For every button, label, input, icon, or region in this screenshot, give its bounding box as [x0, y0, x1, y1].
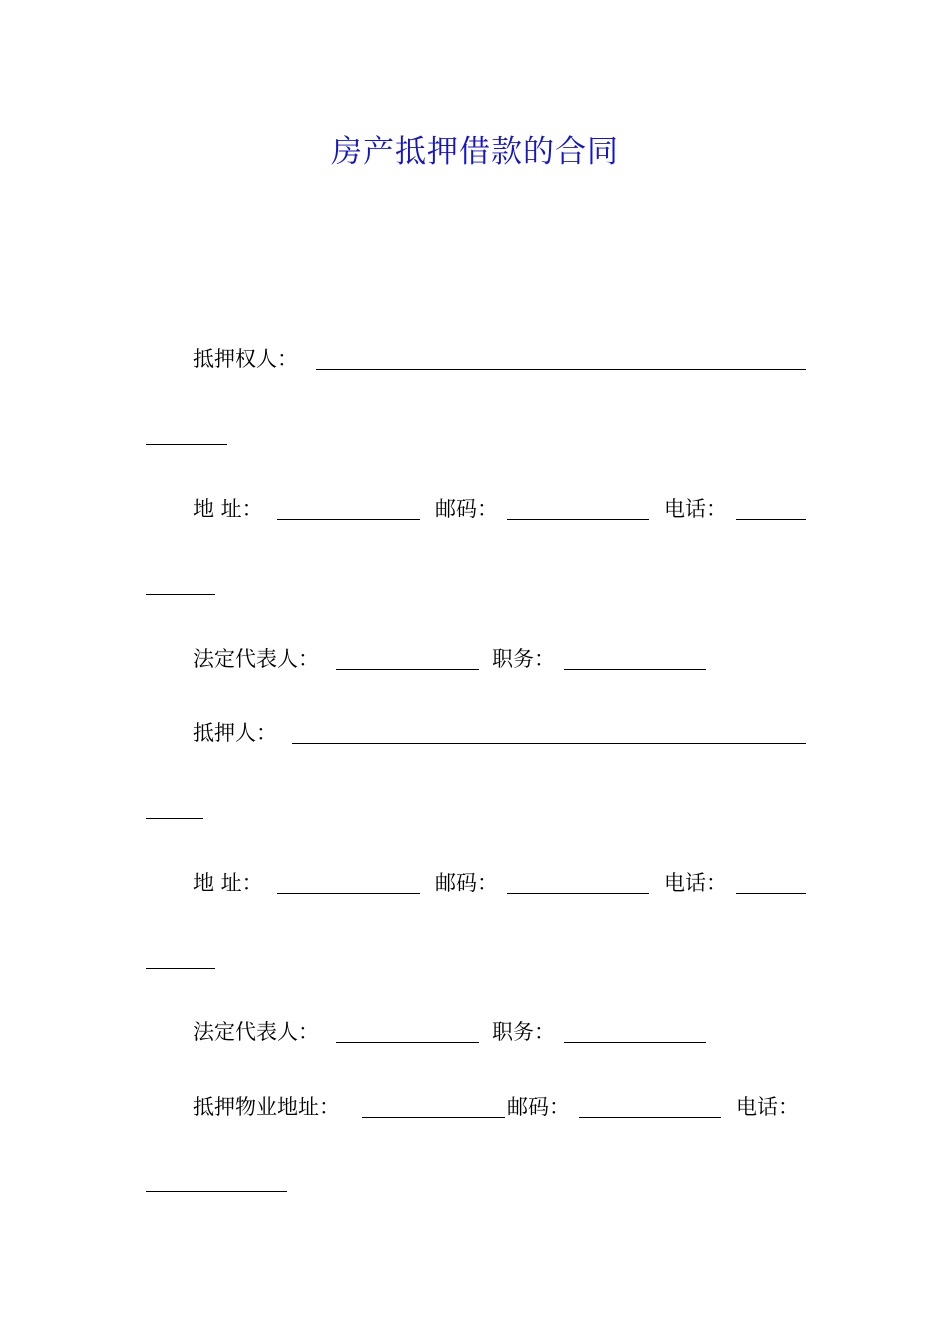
property-postcode-label: 邮码：	[507, 1095, 570, 1119]
mortgagee-phone-label: 电话：	[664, 497, 727, 521]
mortgagee-blank-continued[interactable]	[146, 444, 227, 445]
mortgagee-address-label: 地 址：	[193, 497, 263, 521]
mortgagee-postcode-blank[interactable]	[507, 519, 649, 520]
mortgagor-phone-blank[interactable]	[736, 893, 806, 894]
mortgagee-position-blank[interactable]	[564, 669, 706, 670]
mortgagor-postcode-blank[interactable]	[507, 893, 649, 894]
mortgagor-phone-blank-continued[interactable]	[146, 968, 215, 969]
mortgagee-legal-rep-blank[interactable]	[336, 669, 479, 670]
mortgagor-position-blank[interactable]	[564, 1042, 706, 1043]
mortgagor-address-label: 地 址：	[193, 871, 263, 895]
property-address-label: 抵押物业地址：	[193, 1095, 340, 1119]
mortgagee-phone-blank-continued[interactable]	[146, 594, 215, 595]
mortgagor-label: 抵押人：	[193, 721, 277, 745]
property-address-blank[interactable]	[362, 1117, 505, 1118]
mortgagee-position-label: 职务：	[492, 647, 555, 671]
document-title: 房产抵押借款的合同	[331, 134, 619, 170]
mortgagor-legal-rep-blank[interactable]	[336, 1042, 479, 1043]
mortgagor-blank[interactable]	[292, 743, 806, 744]
mortgagor-address-blank[interactable]	[277, 893, 420, 894]
mortgagor-legal-rep-label: 法定代表人：	[193, 1020, 319, 1044]
mortgagee-blank[interactable]	[316, 369, 806, 370]
mortgagee-legal-rep-label: 法定代表人：	[193, 647, 319, 671]
property-phone-blank[interactable]	[146, 1191, 287, 1192]
mortgagee-label: 抵押权人：	[193, 347, 298, 371]
mortgagor-postcode-label: 邮码：	[435, 871, 498, 895]
mortgagor-position-label: 职务：	[492, 1020, 555, 1044]
mortgagee-address-blank[interactable]	[277, 519, 420, 520]
mortgagee-phone-blank[interactable]	[736, 519, 806, 520]
mortgagor-blank-continued[interactable]	[146, 818, 203, 819]
mortgagor-phone-label: 电话：	[664, 871, 727, 895]
mortgagee-postcode-label: 邮码：	[435, 497, 498, 521]
property-phone-label: 电话：	[736, 1095, 799, 1119]
property-postcode-blank[interactable]	[579, 1117, 721, 1118]
